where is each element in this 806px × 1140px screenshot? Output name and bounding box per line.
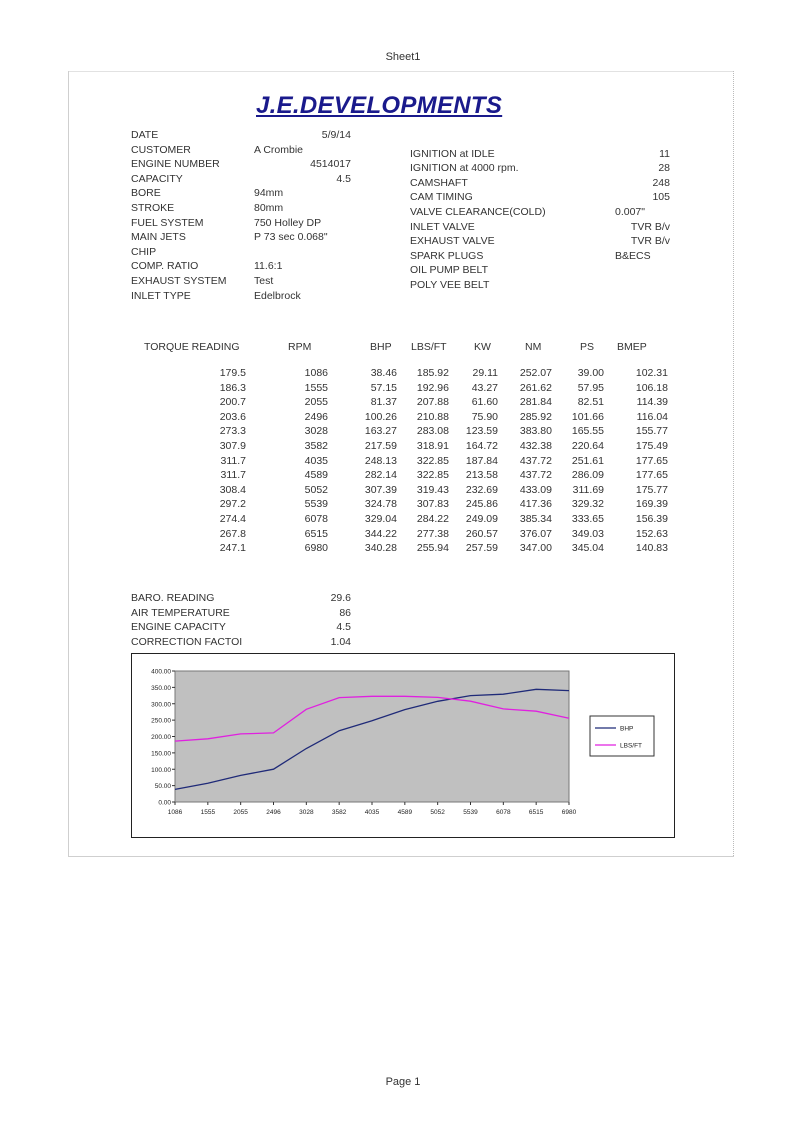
table-cell: 185.92: [416, 367, 449, 379]
info-label: COMP. RATIO: [131, 260, 199, 273]
condition-label: CORRECTION FACTOI: [131, 635, 243, 648]
power-chart-svg: [132, 654, 674, 837]
table-cell: 200.7: [219, 396, 246, 409]
table-header: KW: [474, 341, 491, 353]
info-label: CAMSHAFT: [410, 176, 468, 189]
table-cell: 106.18: [635, 381, 668, 394]
condition-label: ENGINE CAPACITY: [131, 621, 226, 634]
table-cell: 383.80: [519, 425, 552, 438]
condition-label: BARO. READING: [131, 592, 215, 604]
info-value: 11.6:1: [254, 260, 283, 273]
table-cell: 277.38: [416, 527, 449, 540]
table-cell: 101.66: [571, 410, 604, 423]
table-cell: 6078: [304, 513, 328, 525]
info-label: SPARK PLUGS: [410, 249, 484, 262]
info-label: CAM TIMING: [410, 191, 473, 204]
table-cell: 2496: [304, 410, 328, 423]
info-value: 750 Holley DP: [254, 216, 322, 229]
table-cell: 114.39: [636, 396, 668, 409]
info-label: DATE: [131, 129, 159, 141]
table-header: TORQUE READING: [144, 341, 240, 353]
table-cell: 255.94: [416, 542, 449, 555]
info-label: INLET TYPE: [131, 289, 191, 302]
table-cell: 284.22: [416, 513, 449, 525]
table-cell: 192.96: [416, 381, 449, 394]
info-value: B&ECS: [615, 249, 651, 262]
table-cell: 39.00: [577, 367, 604, 379]
table-cell: 6515: [304, 527, 328, 540]
table-cell: 345.04: [571, 542, 604, 555]
y-tick-label: 0.00: [158, 799, 171, 807]
table-cell: 245.86: [465, 498, 498, 511]
table-cell: 82.51: [577, 396, 604, 409]
table-cell: 213.58: [465, 469, 498, 482]
info-label: VALVE CLEARANCE(COLD): [410, 205, 546, 218]
info-label: CHIP: [131, 245, 157, 258]
y-tick-label: 200.00: [151, 734, 171, 741]
x-tick-label: 2496: [266, 809, 281, 816]
legend-label: LBS/FT: [620, 742, 643, 750]
condition-value: 86: [339, 606, 351, 619]
info-value: P 73 sec 0.068": [254, 231, 328, 244]
table-cell: 340.28: [364, 542, 397, 555]
company-title: J.E.DEVELOPMENTS: [256, 92, 503, 119]
table-cell: 3028: [304, 425, 328, 438]
table-header: NM: [525, 341, 542, 353]
info-value: 248: [652, 176, 670, 189]
info-label: INLET VALVE: [410, 220, 475, 233]
info-value: TVR B/v: [630, 235, 670, 248]
table-cell: 116.04: [636, 410, 668, 423]
info-label: STROKE: [131, 202, 175, 214]
info-label: EXHAUST SYSTEM: [131, 275, 227, 287]
table-cell: 285.92: [519, 410, 552, 423]
table-cell: 186.3: [219, 381, 246, 394]
info-label: MAIN JETS: [131, 231, 186, 244]
info-value: 94mm: [254, 187, 284, 200]
x-tick-label: 6515: [528, 809, 544, 816]
table-cell: 177.65: [635, 469, 668, 482]
table-cell: 6980: [304, 542, 328, 555]
info-label: OIL PUMP BELT: [410, 264, 488, 277]
x-tick-label: 4589: [397, 809, 413, 816]
table-cell: 156.39: [635, 513, 668, 525]
x-tick-label: 5539: [463, 809, 478, 816]
table-cell: 169.39: [635, 498, 668, 511]
table-header: BMEP: [617, 341, 647, 353]
table-cell: 376.07: [519, 527, 552, 540]
table-cell: 5539: [304, 498, 328, 511]
table-cell: 210.88: [416, 410, 449, 423]
info-value: Test: [254, 275, 274, 287]
y-tick-label: 250.00: [151, 717, 171, 725]
y-tick-label: 300.00: [151, 701, 171, 709]
info-value: TVR B/v: [630, 220, 670, 233]
table-cell: 267.8: [219, 527, 246, 540]
info-label: FUEL SYSTEM: [131, 216, 204, 229]
y-tick-label: 100.00: [151, 766, 171, 774]
table-cell: 329.04: [364, 513, 397, 525]
table-cell: 311.7: [220, 469, 246, 482]
x-tick-label: 1555: [200, 809, 216, 816]
table-cell: 102.31: [635, 367, 668, 379]
table-cell: 385.34: [519, 513, 552, 525]
table-cell: 1086: [304, 367, 328, 379]
table-cell: 123.59: [465, 425, 498, 438]
info-value: Edelbrock: [254, 289, 301, 302]
info-value: 105: [652, 191, 670, 204]
table-cell: 164.72: [465, 440, 498, 452]
table-cell: 177.65: [635, 454, 668, 467]
table-cell: 247.1: [219, 542, 246, 555]
table-cell: 322.85: [416, 454, 449, 467]
info-value: 4.5: [336, 172, 351, 185]
table-cell: 179.5: [219, 367, 246, 379]
x-tick-label: 6078: [496, 809, 511, 816]
page-break-line: [733, 71, 734, 856]
info-value: A Crombie: [254, 143, 304, 156]
table-cell: 329.32: [571, 498, 604, 511]
info-value: 11: [659, 147, 670, 160]
table-cell: 175.49: [635, 440, 668, 452]
condition-label: AIR TEMPERATURE: [131, 606, 230, 619]
table-cell: 249.09: [465, 513, 498, 525]
table-header: PS: [580, 341, 595, 353]
table-cell: 261.62: [519, 381, 552, 394]
table-cell: 283.08: [416, 425, 449, 438]
x-tick-label: 1086: [167, 809, 183, 816]
table-header: LBS/FT: [411, 341, 447, 353]
plot-area: [175, 671, 569, 802]
table-cell: 344.22: [364, 527, 397, 540]
page-number: Page 1: [385, 1076, 421, 1088]
table-cell: 311.7: [220, 454, 246, 467]
table-cell: 220.64: [571, 440, 604, 452]
info-value: 28: [658, 162, 670, 175]
table-cell: 4035: [304, 454, 328, 467]
info-value: 4514017: [310, 158, 351, 171]
x-tick-label: 4035: [364, 809, 380, 816]
table-cell: 2055: [304, 396, 328, 409]
condition-value: 1.04: [330, 635, 351, 648]
table-cell: 5052: [304, 483, 328, 496]
table-cell: 3582: [304, 440, 328, 452]
table-cell: 29.11: [472, 367, 498, 379]
y-tick-label: 150.00: [151, 750, 171, 758]
table-cell: 260.57: [465, 527, 498, 540]
table-cell: 1555: [304, 381, 328, 394]
legend-box: [590, 716, 654, 756]
y-tick-label: 50.00: [154, 783, 171, 791]
x-tick-label: 3028: [299, 809, 314, 816]
table-cell: 307.9: [219, 440, 246, 452]
table-cell: 203.6: [219, 410, 246, 423]
x-tick-label: 3582: [331, 809, 347, 816]
table-cell: 297.2: [219, 498, 246, 511]
table-cell: 4589: [304, 469, 328, 482]
table-cell: 251.61: [571, 454, 604, 467]
table-cell: 75.90: [471, 410, 498, 423]
table-cell: 187.84: [465, 454, 498, 467]
table-cell: 175.77: [635, 483, 668, 496]
table-cell: 437.72: [519, 469, 552, 482]
info-value: 5/9/14: [321, 129, 351, 141]
info-label: CUSTOMER: [131, 143, 191, 156]
power-chart: [131, 653, 675, 838]
table-cell: 61.60: [471, 396, 498, 409]
table-cell: 349.03: [571, 527, 604, 540]
x-tick-label: 5052: [430, 809, 445, 816]
table-cell: 281.84: [519, 396, 552, 409]
table-cell: 282.14: [364, 469, 397, 482]
table-cell: 417.36: [519, 498, 552, 511]
table-cell: 155.77: [635, 425, 668, 438]
table-cell: 319.43: [416, 483, 449, 496]
table-header: BHP: [370, 341, 392, 353]
table-cell: 100.26: [364, 410, 397, 423]
table-cell: 140.83: [635, 542, 668, 555]
table-cell: 217.59: [364, 440, 397, 452]
table-cell: 43.27: [471, 381, 498, 394]
table-cell: 81.37: [370, 396, 397, 409]
table-cell: 322.85: [416, 469, 449, 482]
info-label: POLY VEE BELT: [410, 278, 490, 291]
table-cell: 165.55: [571, 425, 604, 438]
info-value: 80mm: [254, 202, 284, 214]
table-cell: 38.46: [370, 367, 397, 379]
table-header: RPM: [288, 341, 312, 353]
table-cell: 324.78: [364, 498, 397, 511]
table-cell: 152.63: [635, 527, 668, 540]
table-cell: 432.38: [519, 440, 552, 452]
sheet-name: Sheet1: [385, 51, 421, 63]
table-cell: 273.3: [219, 425, 246, 438]
table-cell: 307.83: [416, 498, 449, 511]
info-label: IGNITION at 4000 rpm.: [410, 162, 519, 175]
info-label: ENGINE NUMBER: [131, 158, 220, 171]
table-cell: 318.91: [416, 440, 449, 452]
table-cell: 286.09: [571, 469, 604, 482]
table-cell: 163.27: [364, 425, 397, 438]
table-cell: 307.39: [364, 483, 397, 496]
table-cell: 333.65: [571, 513, 604, 525]
table-cell: 57.95: [577, 381, 604, 394]
legend-label: BHP: [620, 725, 634, 733]
info-label: IGNITION at IDLE: [410, 147, 495, 160]
table-cell: 433.09: [519, 483, 552, 496]
table-cell: 257.59: [465, 542, 498, 555]
info-value: 0.007": [615, 205, 646, 218]
x-tick-label: 6980: [561, 809, 577, 816]
table-cell: 57.15: [370, 381, 397, 394]
table-cell: 252.07: [519, 367, 552, 379]
y-tick-label: 350.00: [151, 684, 171, 692]
table-cell: 232.69: [465, 483, 498, 496]
info-label: EXHAUST VALVE: [410, 235, 495, 248]
table-cell: 437.72: [519, 454, 552, 467]
x-tick-label: 2055: [233, 809, 248, 816]
table-cell: 274.4: [219, 513, 246, 525]
table-cell: 308.4: [219, 483, 246, 496]
condition-value: 4.5: [336, 621, 351, 634]
table-cell: 207.88: [416, 396, 449, 409]
table-cell: 311.69: [572, 483, 604, 496]
y-tick-label: 400.00: [151, 668, 171, 676]
table-cell: 347.00: [519, 542, 552, 555]
info-label: CAPACITY: [131, 172, 183, 185]
table-cell: 248.13: [364, 454, 397, 467]
info-label: BORE: [131, 187, 161, 200]
condition-value: 29.6: [330, 592, 351, 604]
